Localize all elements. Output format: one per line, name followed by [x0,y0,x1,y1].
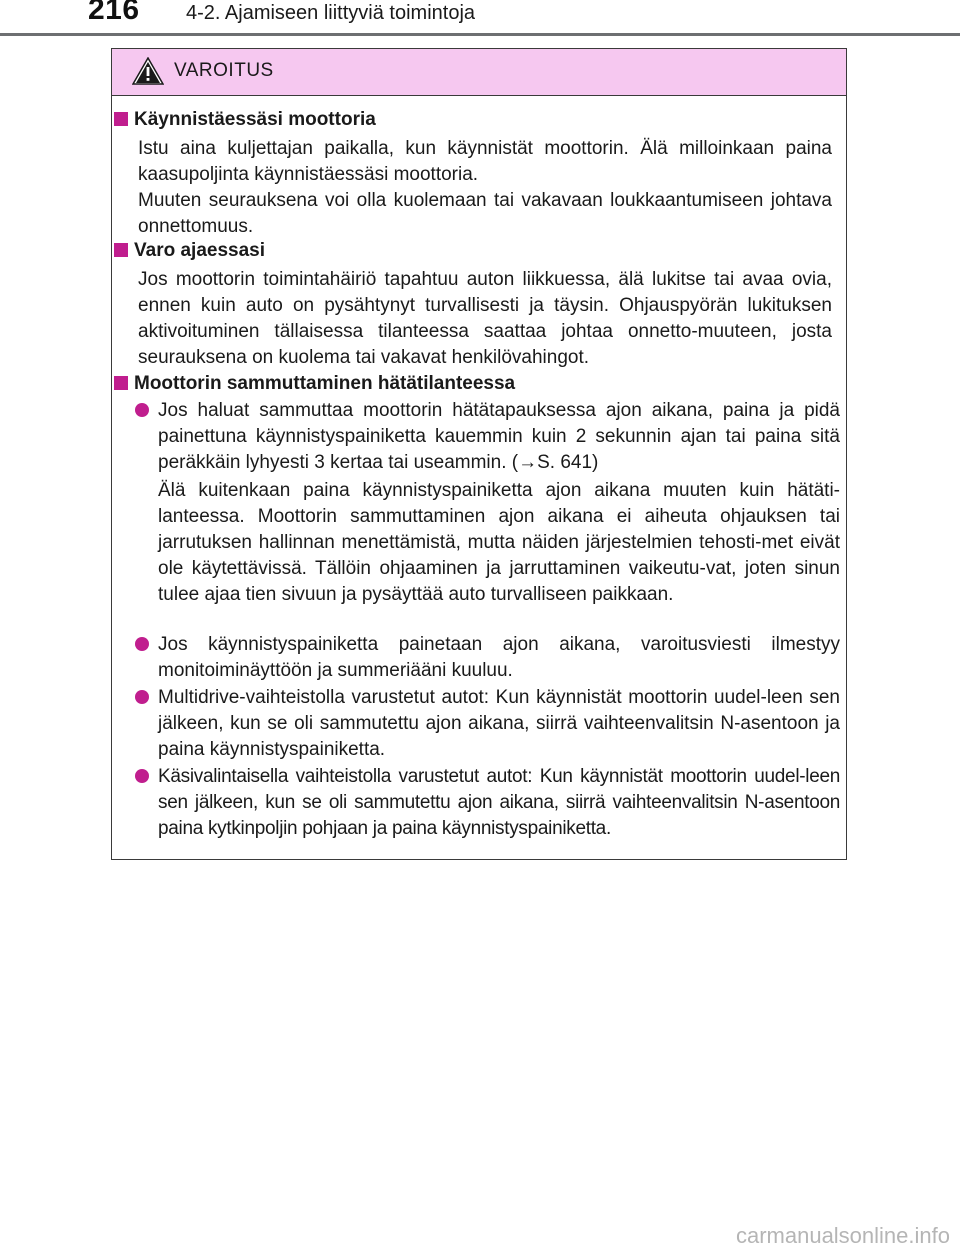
round-bullet-icon [135,637,149,651]
section-heading [114,373,515,395]
round-bullet-icon [135,769,149,783]
bullet-text: Jos haluat sammuttaa moottorin hätätapauksessa ajon aikana, paina ja pidä painettuna käynnistyspainiketta kauemmin kuin 2 sekunnin ajan tai paina sitä peräkkäin lyhyesti 3 kertaa tai useammin. (→S. 641) [158,400,840,473]
bullet-text: Käsivalintaisella vaihteistolla varustetut autot: Kun käynnistät moottorin uudel-leen sen jälkeen, kun se oli sammutettu ajon aikana, siirrä vaihteenvalitsin N-asentoon paina kytkinpoljin pohjaan ja paina käynnistyspainiketta. [158,766,840,839]
warning-triangle-icon [132,57,164,85]
section-heading [114,109,376,131]
page-header [0,0,960,40]
watermark: carmanualsonline.info [735,1223,950,1248]
warning-box [111,48,847,860]
bullet-text: Multidrive-vaihteistolla varustetut autot: Kun käynnistät moottorin uudel-leen sen jälkeen, kun se oli sammutettu ajon aikana, siirrä vaihteenvalitsin N-asentoon ja paina käynnistyspainiketta. [158,687,840,760]
section-heading-text: Käynnistäessäsi moottoria [134,109,376,130]
paragraph: Jos moottorin toimintahäiriö tapahtuu auton liikkuessa, älä lukitse tai avaa ovia, ennen kuin auto on pysähtynyt turvallisesti ja täysin. Ohjauspyörän lukituksen aktivoituminen tällaisessa tilanteessa saattaa johtaa onnetto-muuteen, josta seurauksena on kuolema tai vakavat henkilövahingot. [138,269,832,368]
section-heading-text: Moottorin sammuttaminen hätätilanteessa [134,373,516,394]
warning-label: VAROITUS [174,60,274,81]
page-number: 216 [88,0,140,26]
warning-header [112,49,846,96]
square-bullet-icon [114,376,128,390]
round-bullet-icon [135,403,149,417]
paragraph: Muuten seurauksena voi olla kuolemaan tai vakavaan loukkaantumiseen johtava onnettomuus. [138,190,832,237]
bullet-extra-text: Älä kuitenkaan paina käynnistyspainiketta ajon aikana muuten kuin hätäti-lanteessa. Moottorin sammuttaminen ajon aikana ei aiheuta ohjauksen tai jarrutuksen hallinnan menettämistä, mutta näiden järjestelmien tehosti-met eivät ole käytettävissä. Tällöin ohjaaminen ja jarruttaminen vaikeutu-vat, joten sinun tulee ajaa tien sivuun ja pysäyttää auto turvalliseen paikkaan. [158,480,840,605]
square-bullet-icon [114,243,128,257]
round-bullet-icon [135,690,149,704]
paragraph: Istu aina kuljettajan paikalla, kun käynnistät moottorin. Älä milloinkaan paina kaasupoljinta käynnistäessäsi moottoria. [138,138,832,185]
section-heading-text: Varo ajaessasi [134,240,265,261]
section-title: 4-2. Ajamiseen liittyviä toimintoja [186,2,476,24]
section-heading [114,240,265,262]
square-bullet-icon [114,112,128,126]
bullet-text: Jos käynnistyspainiketta painetaan ajon aikana, varoitusviesti ilmestyy monitoiminäyttöön ja summeriääni kuuluu. [158,634,840,681]
header-rule [0,33,960,36]
